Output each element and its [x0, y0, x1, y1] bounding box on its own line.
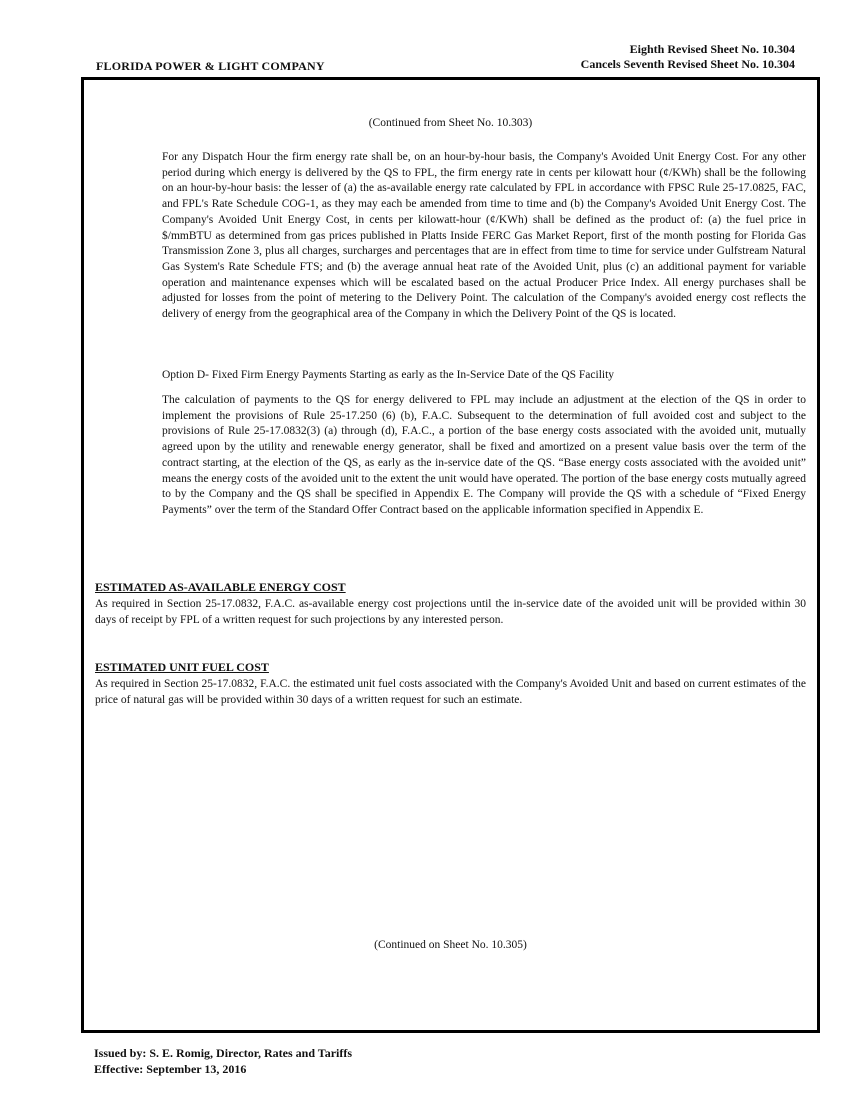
unit-fuel-cost-paragraph: As required in Section 25-17.0832, F.A.C. the estimated unit fuel costs associated with the Company's Avoided Unit and based on current estimates of the price of natural gas will be provided within 30 days of a written request for such an estimate.: [95, 678, 806, 706]
continued-on-note: (Continued on Sheet No. 10.305): [374, 939, 527, 951]
option-d-paragraph: The calculation of payments to the QS for energy delivered to FPL may include an adjustment at the election of the QS in order to implement the provisions of Rule 25-17.250 (6) (b), F.A.C. Subsequent to the determination of full avoided cost and subject to the provisions of Rule 25-17.0832(3) (a) through (d), F.A.C., a portion of the base energy costs associated with the avoided unit, mutually agreed upon by the utility and renewable energy generator, shall be fixed and amortized on a present value basis over the term of the contract starting, at the election of the QS, as early as the in-service date of the QS. “Base energy costs associated with the avoided unit” means the energy costs of the avoided unit to the extent the unit would have operated. The portion of the base energy costs mutually agreed to by the Company and the QS shall be specified in Appendix E. The Company will provide the QS with a schedule of “Fixed Energy Payments” over the term of the Standard Offer Contract based on the applicable information specified in Appendix E.: [162, 394, 806, 516]
sheet-number: Eighth Revised Sheet No. 10.304: [629, 42, 795, 56]
effective-date: Effective: September 13, 2016: [94, 1062, 247, 1076]
firm-energy-rate-paragraph: For any Dispatch Hour the firm energy rate shall be, on an hour-by-hour basis, the Company's Avoided Unit Energy Cost. For any other period during which energy is delivered by the QS to FPL, the firm energy rate in cents per kilowatt hour (¢/KWh) shall be the following on an hour-by-hour basis: the lesser of (a) the as-available energy rate calculated by FPL in accordance with FPSC Rule 25-17.0825, FAC, and FPL's Rate Schedule COG-1, as they may each be amended from time to time and (b) the Company's Avoided Unit Energy Cost. The Company's Avoided Unit Energy Cost, in cents per kilowatt-hour (¢/KWh) shall be defined as the product of: (a) the fuel price in $/mmBTU as determined from gas prices published in Platts Inside FERC Gas Market Report, first of the month posting for Florida Gas Transmission Zone 3, plus all charges, surcharges and percentages that are in effect from time to time for service under Gulfstream Natural Gas System's Rate Schedule FTS; and (b) the average annual heat rate of the Avoided Unit, plus (c) an additional payment for variable operation and maintenance expenses which will be escalated based on the actual Producer Price Index. All energy purchases shall be adjusted for losses from the point of metering to the Delivery Point. The calculation of the Company's avoided energy cost reflects the delivery of energy from the geographical area of the Company in which the Delivery Point of the QS is located.: [162, 151, 806, 321]
company-name: FLORIDA POWER & LIGHT COMPANY: [96, 59, 325, 73]
cancels-sheet-number: Cancels Seventh Revised Sheet No. 10.304: [580, 57, 795, 71]
option-d-title: Option D- Fixed Firm Energy Payments Starting as early as the In-Service Date of the QS Facility: [162, 369, 615, 381]
as-available-cost-paragraph: As required in Section 25-17.0832, F.A.C. as-available energy cost projections until the in-service date of the avoided unit will be provided within 30 days of receipt by FPL of a written request for such projections by any interested person.: [95, 598, 806, 626]
continued-from-note: (Continued from Sheet No. 10.303): [368, 117, 533, 129]
sheet-header: [581, 42, 795, 72]
unit-fuel-cost-heading: ESTIMATED UNIT FUEL COST: [95, 660, 269, 674]
issued-by: Issued by: S. E. Romig, Director, Rates and Tariffs: [94, 1046, 353, 1060]
as-available-cost-heading: ESTIMATED AS-AVAILABLE ENERGY COST: [95, 580, 346, 594]
